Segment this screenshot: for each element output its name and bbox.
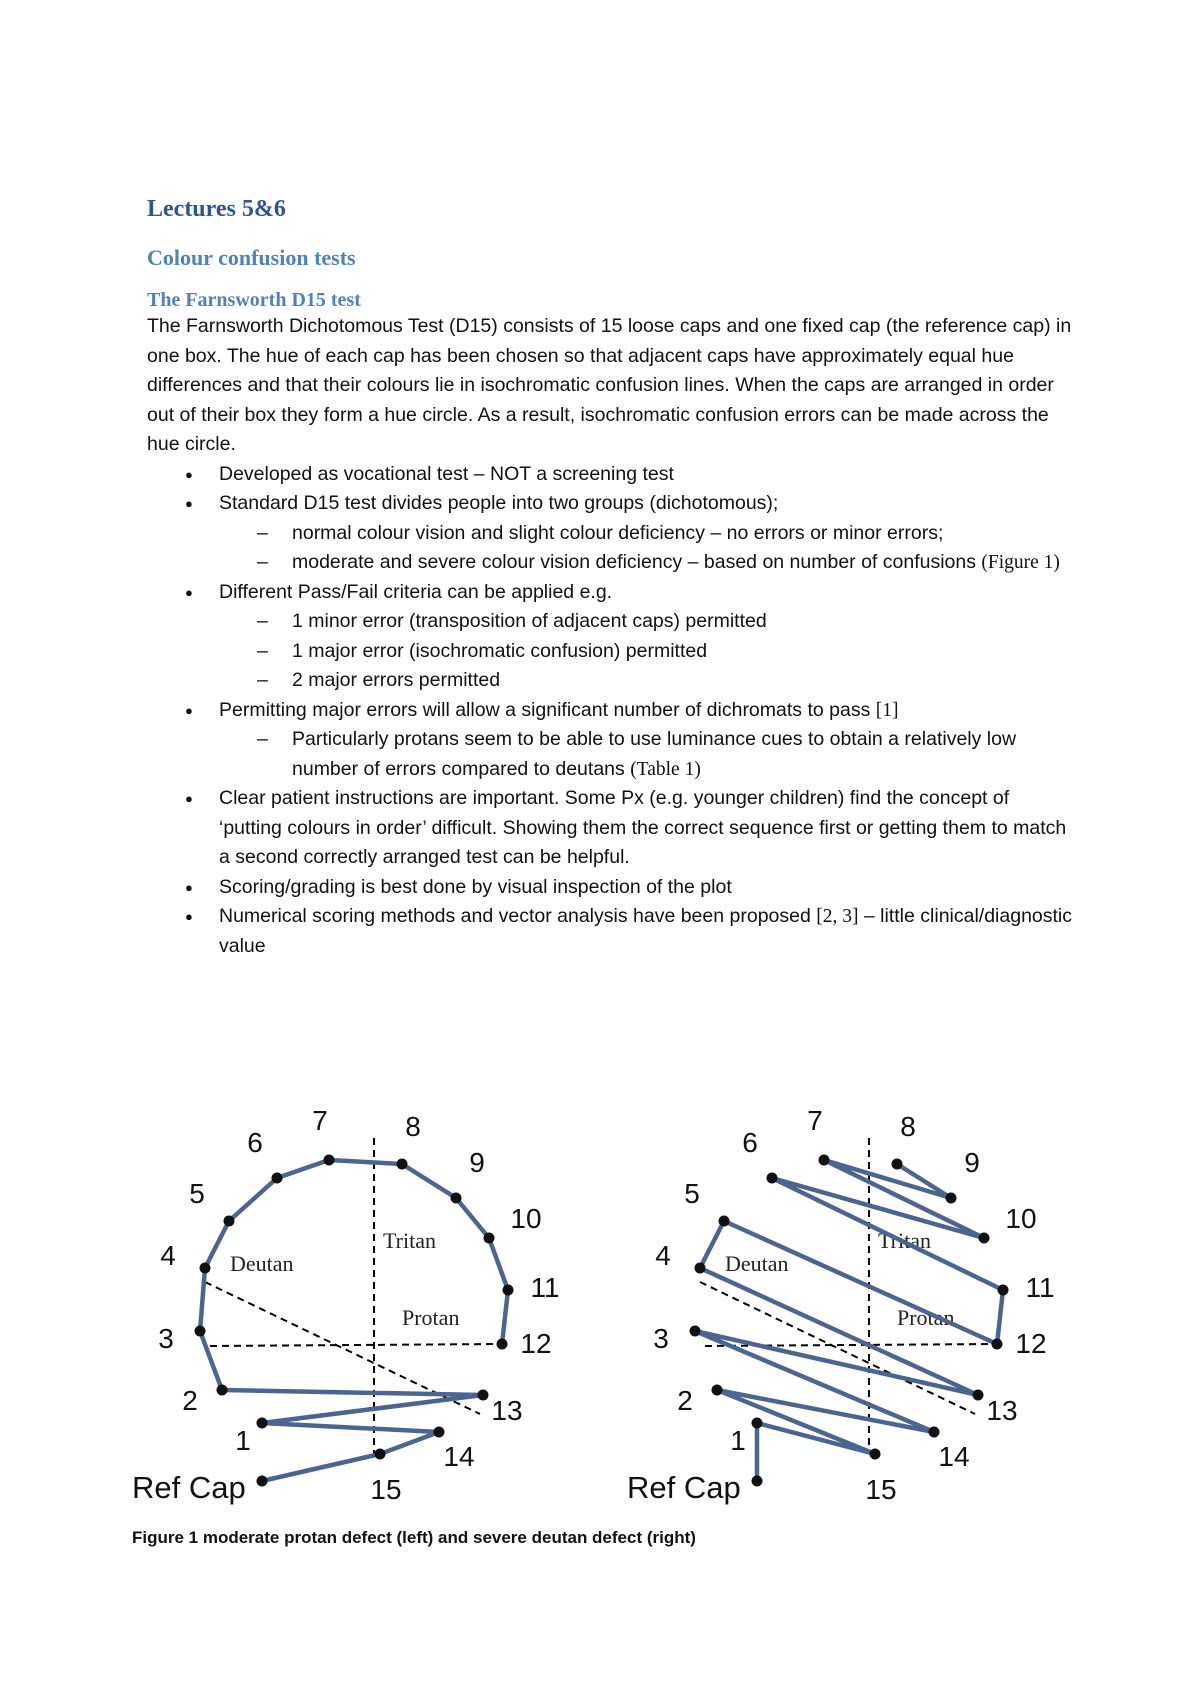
left-cap-label-2: 2: [182, 1385, 198, 1416]
right-cap-label-15: 15: [865, 1474, 897, 1505]
right-cap-label-6: 6: [742, 1127, 758, 1158]
right-cap-dot-15: [870, 1449, 881, 1460]
right-cap-dot-1: [752, 1418, 763, 1429]
left-cap-label-6: 6: [247, 1127, 263, 1158]
right-cap-dot-11: [998, 1285, 1009, 1296]
sub-item-text: moderate and severe colour vision deficiency – based on number of confusions: [292, 551, 982, 573]
right-cap-dot-5: [719, 1216, 730, 1227]
right-cap-dot-13: [973, 1390, 984, 1401]
intro-paragraph: The Farnsworth Dichotomous Test (D15) consists of 15 loose caps and one fixed cap (the reference cap) in one box. The hue of each cap has been chosen so that adjacent caps have approximately equal hue differences and that their colours lie in isochromatic confusion lines. When the caps are arranged in order out of their box they form a hue circle. As a result, isochromatic confusion errors can be made across the hue circle.: [147, 315, 1072, 455]
left-cap-label-12: 12: [520, 1328, 552, 1359]
figure-caption: Figure 1 moderate protan defect (left) and severe deutan defect (right): [132, 1528, 696, 1547]
right-protan-label: Protan: [897, 1305, 955, 1330]
right-cap-dot-14: [929, 1427, 940, 1438]
right-cap-label-4: 4: [655, 1240, 671, 1271]
right-cap-label-3: 3: [653, 1323, 669, 1354]
right-cap-label-9: 9: [964, 1147, 980, 1178]
right-cap-dot-10: [979, 1233, 990, 1244]
left-cap-label-3: 3: [158, 1323, 174, 1354]
citation-ref: (Figure 1): [981, 552, 1060, 573]
right-cap-label-2: 2: [677, 1385, 693, 1416]
left-cap-dot-6: [272, 1173, 283, 1184]
right-cap-dot-3: [690, 1326, 701, 1337]
left-cap-label-1: 1: [235, 1425, 251, 1456]
right-cap-label-5: 5: [684, 1178, 700, 1209]
bullet-text: Different Pass/Fail criteria can be applied e.g.: [219, 580, 613, 603]
sub-item-text: Particularly protans seem to be able to use luminance cues to obtain a relatively low number of errors compared to deutans: [292, 728, 1017, 780]
right-cap-label-10: 10: [1005, 1203, 1037, 1234]
left-cap-label-13: 13: [491, 1395, 523, 1426]
right-cap-label-12: 12: [1015, 1328, 1047, 1359]
right-cap-dot-4: [695, 1263, 706, 1274]
right-cap-label-11: 11: [1025, 1272, 1055, 1303]
right-cap-label-7: 7: [807, 1105, 823, 1136]
left-protan-label: Protan: [402, 1305, 460, 1330]
bullet-text: Standard D15 test divides people into two groups (dichotomous);: [219, 492, 779, 514]
left-cap-dot-3: [195, 1326, 206, 1337]
left-cap-label-9: 9: [469, 1147, 485, 1178]
left-protan-axis: [210, 1344, 502, 1346]
right-cap-label-0: Ref Cap: [627, 1470, 741, 1505]
bullet-text-tail: – little clinical/diagnostic value: [219, 905, 1073, 957]
left-cap-label-0: Ref Cap: [132, 1470, 246, 1505]
left-cap-dot-14: [434, 1427, 445, 1438]
left-cap-dot-12: [497, 1339, 508, 1350]
section-heading: Colour confusion tests: [147, 245, 356, 270]
left-cap-label-11: 11: [530, 1272, 560, 1303]
left-deutan-label: Deutan: [230, 1251, 294, 1276]
citation-ref: (Table 1): [630, 758, 701, 780]
right-cap-label-1: 1: [730, 1425, 746, 1456]
left-cap-label-10: 10: [510, 1203, 542, 1234]
right-cap-dot-0: [752, 1476, 763, 1487]
right-cap-dot-6: [767, 1173, 778, 1184]
right-cap-label-13: 13: [986, 1395, 1018, 1426]
bullet-text: Numerical scoring methods and vector analysis have been proposed: [219, 905, 817, 927]
left-cap-label-8: 8: [405, 1111, 421, 1142]
right-cap-dot-9: [946, 1193, 957, 1204]
left-cap-label-7: 7: [312, 1105, 328, 1136]
left-cap-dot-15: [375, 1449, 386, 1460]
bullet-text: Scoring/grading is best done by visual inspection of the plot: [219, 875, 732, 898]
left-cap-dot-4: [200, 1263, 211, 1274]
left-cap-label-4: 4: [160, 1240, 176, 1271]
left-cap-dot-5: [224, 1216, 235, 1227]
right-deutan-label: Deutan: [725, 1251, 789, 1276]
left-cap-dot-9: [451, 1193, 462, 1204]
left-cap-dot-1: [257, 1418, 268, 1429]
left-cap-dot-2: [217, 1385, 228, 1396]
citation-ref: [2, 3]: [816, 906, 859, 927]
right-cap-label-14: 14: [938, 1441, 970, 1472]
sub-item-text: 1 major error (isochromatic confusion) permitted: [292, 639, 708, 662]
right-cap-dot-12: [992, 1339, 1003, 1350]
right-cap-dot-2: [712, 1385, 723, 1396]
subsection-heading: The Farnsworth D15 test: [147, 289, 361, 311]
left-tritan-label: Tritan: [383, 1228, 436, 1253]
sub-item-text: 2 major errors permitted: [292, 669, 501, 691]
left-cap-label-15: 15: [370, 1474, 402, 1505]
left-cap-dot-11: [503, 1285, 514, 1296]
left-cap-dot-10: [484, 1233, 495, 1244]
sub-item-text: 1 minor error (transposition of adjacent caps) permitted: [292, 610, 767, 632]
left-cap-label-14: 14: [443, 1441, 475, 1472]
left-cap-dot-7: [324, 1155, 335, 1166]
left-cap-dot-13: [478, 1390, 489, 1401]
right-tritan-label: Tritan: [878, 1228, 931, 1253]
left-cap-dot-0: [257, 1476, 268, 1487]
left-cap-dot-8: [397, 1159, 408, 1170]
right-cap-label-8: 8: [900, 1111, 916, 1142]
sub-item-text: normal colour vision and slight colour deficiency – no errors or minor errors;: [292, 521, 944, 544]
citation-ref: [1]: [875, 699, 899, 721]
right-cap-dot-8: [892, 1159, 903, 1170]
lecture-heading: Lectures 5&6: [147, 196, 286, 222]
left-cap-label-5: 5: [189, 1178, 205, 1209]
bullet-text: Developed as vocational test – NOT a screening test: [219, 462, 674, 485]
right-cap-dot-7: [819, 1155, 830, 1166]
bullet-text: Permitting major errors will allow a significant number of dichromats to pass: [219, 698, 876, 721]
bullet-text: Clear patient instructions are important. Some Px (e.g. younger children) find the concept of ‘putting colours in order’ difficult. Showing them the correct sequence first or getting them to match a second correctly arranged test can be helpful.: [219, 787, 1067, 868]
